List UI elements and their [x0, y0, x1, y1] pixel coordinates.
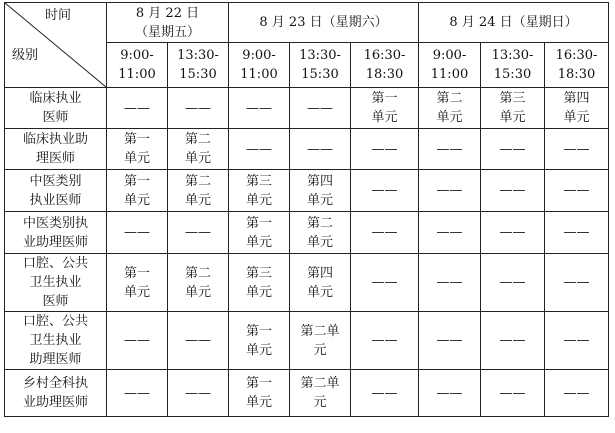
schedule-cell [107, 312, 168, 370]
level-cell [5, 312, 107, 370]
level-label-line: 卫生执业 [29, 275, 82, 290]
schedule-cell [545, 312, 609, 370]
header-row-dates [5, 3, 609, 43]
schedule-cell [107, 370, 168, 417]
unit-label-line: 单元 [306, 192, 333, 208]
schedule-cell [107, 254, 168, 312]
time-slot-end: 11:00 [118, 67, 156, 82]
unit-label-line: 第一 [123, 132, 150, 147]
level-label-line: 医师 [42, 110, 69, 125]
schedule-cell [229, 212, 290, 254]
date-header-0 [107, 3, 229, 43]
schedule-cell [290, 170, 351, 212]
time-slot-end: 15:30 [493, 67, 532, 82]
unit-label-line: 单元 [245, 395, 272, 410]
exam-schedule-table [4, 2, 609, 417]
schedule-cell [168, 254, 229, 312]
no-exam-dash: —— [499, 275, 526, 290]
schedule-cell [168, 212, 229, 254]
unit-label-line: 单元 [184, 192, 211, 208]
schedule-cell [419, 370, 481, 417]
no-exam-dash: —— [246, 141, 272, 157]
no-exam-dash: —— [124, 333, 150, 348]
no-exam-dash: —— [563, 141, 590, 157]
time-slot-end: 15:30 [179, 67, 217, 82]
schedule-cell [229, 170, 290, 212]
date-line: 8 月 23 日（星期六） [259, 15, 388, 30]
no-exam-dash: —— [371, 225, 398, 240]
schedule-cell [419, 88, 481, 129]
schedule-cell [290, 312, 351, 370]
unit-label-line: 第一 [245, 376, 272, 391]
unit-label-line: 第一 [123, 265, 150, 281]
unit-label-line: 单元 [245, 284, 272, 300]
no-exam-dash: —— [436, 141, 463, 157]
schedule-cell [290, 88, 351, 129]
schedule-cell [107, 212, 168, 254]
unit-label-line: 第二 [306, 215, 333, 231]
time-slot-start: 16:30- [363, 48, 406, 63]
corner-label-time: 时间 [45, 8, 72, 23]
schedule-cell [351, 129, 419, 170]
table-row [5, 254, 609, 312]
schedule-cell [545, 129, 609, 170]
unit-label-line: 第二单 [300, 323, 340, 339]
unit-label-line: 第四 [306, 265, 333, 281]
schedule-cell [545, 254, 609, 312]
schedule-cell [290, 129, 351, 170]
time-slot-4 [351, 43, 419, 88]
time-slot-end: 15:30 [301, 67, 339, 82]
time-slot-2 [229, 43, 290, 88]
schedule-cell [419, 129, 481, 170]
no-exam-dash: —— [371, 385, 398, 401]
level-label-line: 理医师 [35, 151, 75, 166]
unit-label-line: 第三 [245, 173, 272, 189]
no-exam-dash: —— [499, 333, 526, 348]
no-exam-dash: —— [563, 385, 590, 401]
no-exam-dash: —— [185, 333, 211, 348]
schedule-cell [290, 370, 351, 417]
no-exam-dash: —— [371, 275, 398, 290]
level-label-line: 业助理医师 [22, 395, 88, 410]
unit-label-line: 单元 [306, 234, 333, 250]
weekday-line: （星期五） [134, 24, 200, 40]
table-row [5, 170, 609, 212]
time-slot-7 [545, 43, 609, 88]
schedule-cell [545, 170, 609, 212]
no-exam-dash: —— [563, 333, 590, 348]
unit-label-line: 第四 [563, 91, 590, 106]
unit-label-line: 单元 [436, 110, 463, 125]
time-slot-start: 13:30- [177, 48, 219, 63]
unit-label-line: 第一 [371, 91, 398, 106]
unit-label-line: 单元 [563, 110, 590, 125]
time-slot-5 [419, 43, 481, 88]
schedule-cell [419, 312, 481, 370]
table-row [5, 312, 609, 370]
unit-label-line: 第三 [245, 265, 272, 281]
schedule-cell [229, 254, 290, 312]
unit-label-line: 单元 [245, 234, 272, 250]
schedule-cell [107, 88, 168, 129]
level-cell [5, 212, 107, 254]
no-exam-dash: —— [124, 385, 150, 401]
unit-label-line: 单元 [184, 151, 211, 166]
schedule-cell [481, 88, 545, 129]
schedule-cell [168, 370, 229, 417]
schedule-cell [229, 88, 290, 129]
schedule-cell [419, 254, 481, 312]
date-header-2 [419, 3, 609, 43]
time-slot-end: 18:30 [557, 67, 596, 82]
level-label-line: 临床执业 [29, 91, 82, 106]
level-cell [5, 254, 107, 312]
unit-label-line: 单元 [245, 342, 272, 358]
unit-label-line: 第二 [184, 132, 211, 147]
unit-label-line: 第三 [499, 91, 526, 106]
time-slot-end: 18:30 [365, 67, 404, 82]
unit-label-line: 第一 [245, 215, 272, 231]
no-exam-dash: —— [499, 141, 526, 157]
no-exam-dash: —— [371, 141, 398, 157]
unit-label-line: 单元 [371, 110, 398, 125]
unit-label-line: 第四 [306, 173, 333, 189]
schedule-cell [419, 170, 481, 212]
no-exam-dash: —— [124, 100, 150, 116]
level-label-line: 口腔、公共 [22, 314, 88, 329]
unit-label-line: 第二 [184, 265, 211, 281]
unit-label-line: 单元 [499, 110, 526, 125]
schedule-cell [481, 170, 545, 212]
unit-label-line: 元 [313, 395, 327, 410]
time-slot-start: 9:00- [242, 48, 276, 63]
time-slot-3 [290, 43, 351, 88]
level-label-line: 中医类别 [29, 173, 82, 189]
schedule-cell [107, 170, 168, 212]
table-row [5, 88, 609, 129]
no-exam-dash: —— [436, 225, 463, 240]
schedule-cell [168, 88, 229, 129]
level-label-line: 医师 [42, 294, 69, 309]
date-header-1 [229, 3, 419, 43]
schedule-cell [545, 370, 609, 417]
level-label-line: 口腔、公共 [22, 256, 88, 271]
time-slot-start: 13:30- [491, 48, 534, 63]
no-exam-dash: —— [436, 183, 463, 198]
unit-label-line: 第一 [245, 323, 272, 339]
schedule-cell [229, 312, 290, 370]
level-label-line: 中医类别执 [22, 215, 88, 231]
schedule-cell [107, 129, 168, 170]
no-exam-dash: —— [371, 333, 398, 348]
no-exam-dash: —— [563, 275, 590, 290]
no-exam-dash: —— [371, 183, 398, 198]
level-label-line: 执业医师 [29, 192, 82, 208]
level-label-line: 临床执业助 [22, 132, 88, 147]
schedule-cell [351, 254, 419, 312]
time-slot-start: 9:00- [120, 48, 154, 63]
time-slot-0 [107, 43, 168, 88]
schedule-cell [351, 212, 419, 254]
schedule-cell [168, 170, 229, 212]
schedule-cell [290, 254, 351, 312]
schedule-cell [351, 88, 419, 129]
unit-label-line: 第一 [123, 173, 150, 189]
schedule-cell [351, 370, 419, 417]
unit-label-line: 第二 [184, 173, 211, 189]
table-row [5, 129, 609, 170]
level-cell [5, 129, 107, 170]
schedule-cell [168, 312, 229, 370]
no-exam-dash: —— [246, 100, 272, 116]
no-exam-dash: —— [185, 385, 211, 401]
unit-label-line: 单元 [123, 192, 150, 208]
level-label-line: 乡村全科执 [22, 376, 88, 391]
corner-label-level: 级别 [12, 48, 39, 63]
schedule-cell [351, 312, 419, 370]
no-exam-dash: —— [124, 225, 150, 240]
no-exam-dash: —— [307, 141, 333, 157]
no-exam-dash: —— [499, 225, 526, 240]
unit-label-line: 第二单 [300, 376, 340, 391]
no-exam-dash: —— [499, 183, 526, 198]
date-line: 8 月 24 日（星期日） [449, 15, 578, 30]
level-cell [5, 370, 107, 417]
no-exam-dash: —— [436, 385, 463, 401]
level-label-line: 业助理医师 [22, 234, 88, 250]
schedule-cell [419, 212, 481, 254]
level-cell [5, 170, 107, 212]
time-slot-start: 9:00- [432, 48, 467, 63]
unit-label-line: 单元 [184, 284, 211, 300]
unit-label-line: 单元 [123, 284, 150, 300]
unit-label-line: 第二 [436, 91, 463, 106]
date-line: 8 月 22 日 [135, 5, 200, 21]
no-exam-dash: —— [436, 333, 463, 348]
no-exam-dash: —— [185, 100, 211, 116]
time-slot-6 [481, 43, 545, 88]
schedule-cell [545, 212, 609, 254]
schedule-cell [481, 212, 545, 254]
unit-label-line: 单元 [123, 151, 150, 166]
unit-label-line: 单元 [245, 192, 272, 208]
schedule-cell [168, 129, 229, 170]
time-slot-end: 11:00 [430, 67, 469, 82]
time-slot-start: 16:30- [555, 48, 598, 63]
time-slot-end: 11:00 [240, 67, 278, 82]
schedule-cell [351, 170, 419, 212]
schedule-cell [545, 88, 609, 129]
no-exam-dash: —— [499, 385, 526, 401]
no-exam-dash: —— [563, 225, 590, 240]
table-row [5, 212, 609, 254]
no-exam-dash: —— [563, 183, 590, 198]
corner-cell [5, 3, 107, 88]
table-row [5, 370, 609, 417]
schedule-cell [481, 312, 545, 370]
no-exam-dash: —— [185, 225, 211, 240]
no-exam-dash: —— [307, 100, 333, 116]
time-slot-start: 13:30- [299, 48, 341, 63]
no-exam-dash: —— [436, 275, 463, 290]
schedule-cell [481, 129, 545, 170]
schedule-cell [229, 370, 290, 417]
unit-label-line: 单元 [306, 284, 333, 300]
level-cell [5, 88, 107, 129]
schedule-cell [481, 370, 545, 417]
schedule-cell [229, 129, 290, 170]
schedule-cell [290, 212, 351, 254]
level-label-line: 卫生执业 [29, 333, 82, 348]
schedule-cell [481, 254, 545, 312]
level-label-line: 助理医师 [29, 352, 82, 367]
time-slot-1 [168, 43, 229, 88]
unit-label-line: 元 [313, 342, 327, 358]
